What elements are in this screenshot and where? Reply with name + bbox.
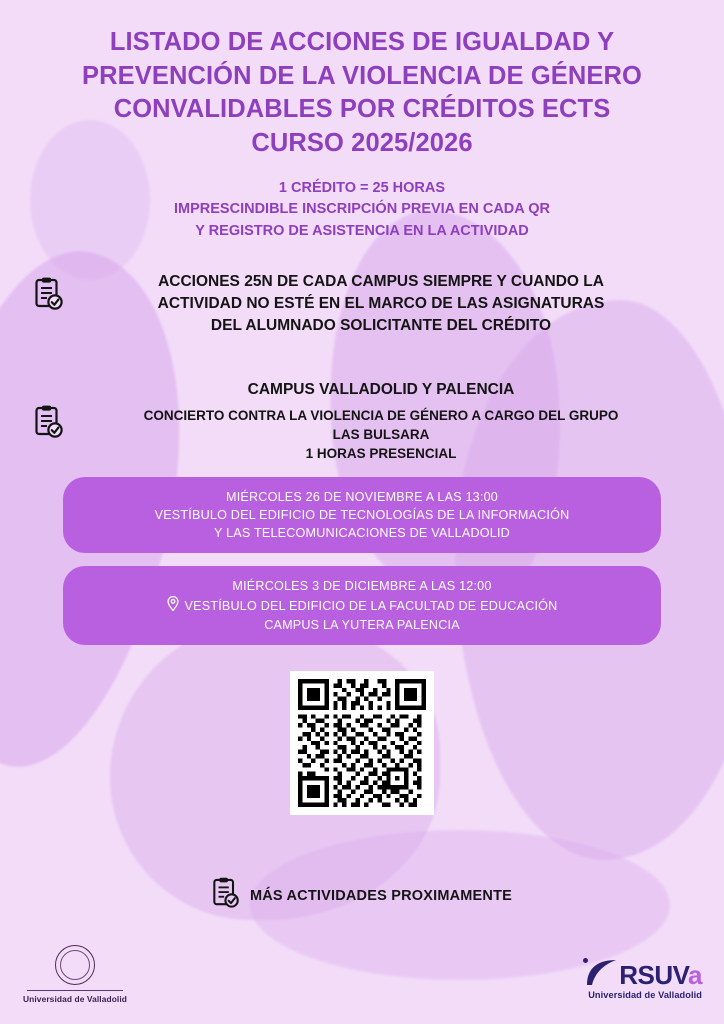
- title-line-3: CONVALIDABLES POR CRÉDITOS ECTS: [113, 95, 611, 124]
- event-card[interactable]: [63, 566, 661, 645]
- concierto-line-3: 1 HORAS PRESENCIAL: [305, 445, 457, 461]
- acciones-line-3: DEL ALUMNADO SOLICITANTE DEL CRÉDITO: [210, 316, 552, 334]
- clipboard-check-icon: [34, 399, 68, 444]
- acciones-line-1: ACCIONES 25N DE CADA CAMPUS SIEMPRE Y CUANDO LA: [158, 272, 604, 290]
- divider: [27, 990, 123, 991]
- footer: [0, 928, 724, 1006]
- swoosh-icon: [583, 958, 617, 988]
- concierto-line-2: LAS BULSARA: [332, 426, 430, 442]
- campus-heading: CAMPUS VALLADOLID Y PALENCIA: [247, 380, 515, 398]
- uva-logo: [20, 945, 130, 1004]
- event-card[interactable]: [63, 477, 661, 554]
- subtitle-line-1: 1 CRÉDITO = 25 HORAS: [278, 179, 446, 196]
- title-line-4: CURSO 2025/2026: [251, 128, 473, 157]
- event-date: MIÉRCOLES 3 DE DICIEMBRE A LAS 12:00: [232, 579, 492, 594]
- event-place-line-1: VESTÍBULO DEL EDIFICIO DE LA FACULTAD DE EDUCACIÓN: [184, 598, 558, 613]
- concierto-line-1: CONCIERTO CONTRA LA VIOLENCIA DE GÉNERO A CARGO DEL GRUPO: [143, 407, 619, 423]
- subtitle-line-3: Y REGISTRO DE ASISTENCIA EN LA ACTIVIDAD: [195, 223, 529, 240]
- qr-code[interactable]: [290, 671, 434, 815]
- event-date: MIÉRCOLES 26 DE NOVIEMBRE A LAS 13:00: [226, 489, 498, 504]
- subtitle-line-2: IMPRESCINDIBLE INSCRIPCIÓN PREVIA EN CADA QR: [174, 201, 550, 218]
- title-line-1: LISTADO DE ACCIONES DE IGUALDAD Y: [109, 28, 615, 56]
- section-acciones-25n-text: [78, 271, 684, 337]
- rsuva-logo: [583, 958, 702, 1000]
- section-campus-text: [78, 379, 684, 464]
- rsuva-wordmark: RSUVa: [619, 960, 702, 990]
- more-activities: [0, 877, 724, 914]
- section-campus-valladolid-palencia: [0, 379, 724, 464]
- clipboard-check-icon: [212, 877, 240, 914]
- event-place-line-1: VESTÍBULO DEL EDIFICIO DE TECNOLOGÍAS DE LA INFORMACIÓN: [154, 507, 570, 522]
- uva-logo-label: Universidad de Valladolid: [23, 994, 127, 1004]
- more-activities-label: MÁS ACTIVIDADES PROXIMAMENTE: [249, 887, 513, 904]
- location-pin-icon: [167, 596, 179, 616]
- rsuva-mark: [583, 958, 702, 988]
- section-acciones-25n: [0, 271, 724, 337]
- page-title: [0, 0, 724, 161]
- rsuva-sub-label: Universidad de Valladolid: [588, 990, 702, 1000]
- clipboard-check-icon: [34, 271, 68, 316]
- event-place-row: [167, 596, 558, 616]
- title-line-2: PREVENCIÓN DE LA VIOLENCIA DE GÉNERO: [82, 61, 642, 90]
- event-place-line-2: Y LAS TELECOMUNICACIONES DE VALLADOLID: [214, 526, 510, 541]
- subtitle: [0, 178, 724, 243]
- event-place-line-2: CAMPUS LA YUTERA PALENCIA: [264, 617, 460, 632]
- university-seal-icon: [55, 945, 95, 985]
- acciones-line-2: ACTIVIDAD NO ESTÉ EN EL MARCO DE LAS ASIGNATURAS: [157, 294, 605, 312]
